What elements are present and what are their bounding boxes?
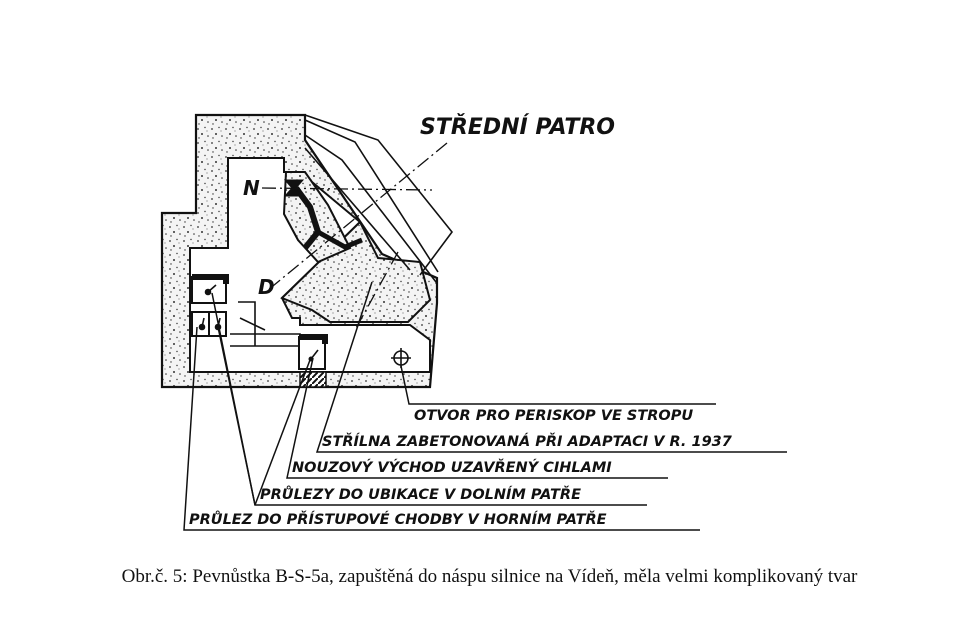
callout-crawlways-lower: PRŮLEZY DO UBIKACE V DOLNÍM PATŘE: [260, 487, 581, 503]
figure-caption: Obr.č. 5: Pevnůstka B-S-5a, zapuštěná do náspu silnice na Vídeň, měla velmi komplikovaný tvar: [121, 566, 858, 587]
callout-embrasure: STŘÍLNA ZABETONOVANÁ PŘI ADAPTACI V R. 1937: [322, 434, 732, 450]
callout-crawlway-upper: PRŮLEZ DO PŘÍSTUPOVÉ CHODBY V HORNÍM PATŘE: [189, 512, 607, 528]
diagram-title: STŘEDNÍ PATRO: [420, 115, 616, 140]
callout-emergency-exit: NOUZOVÝ VÝCHOD UZAVŘENÝ CIHLAMI: [292, 460, 612, 476]
room-label-d: D: [258, 275, 275, 299]
callout-periscope: OTVOR PRO PERISKOP VE STROPU: [414, 408, 694, 424]
room-label-n: N: [243, 176, 260, 200]
